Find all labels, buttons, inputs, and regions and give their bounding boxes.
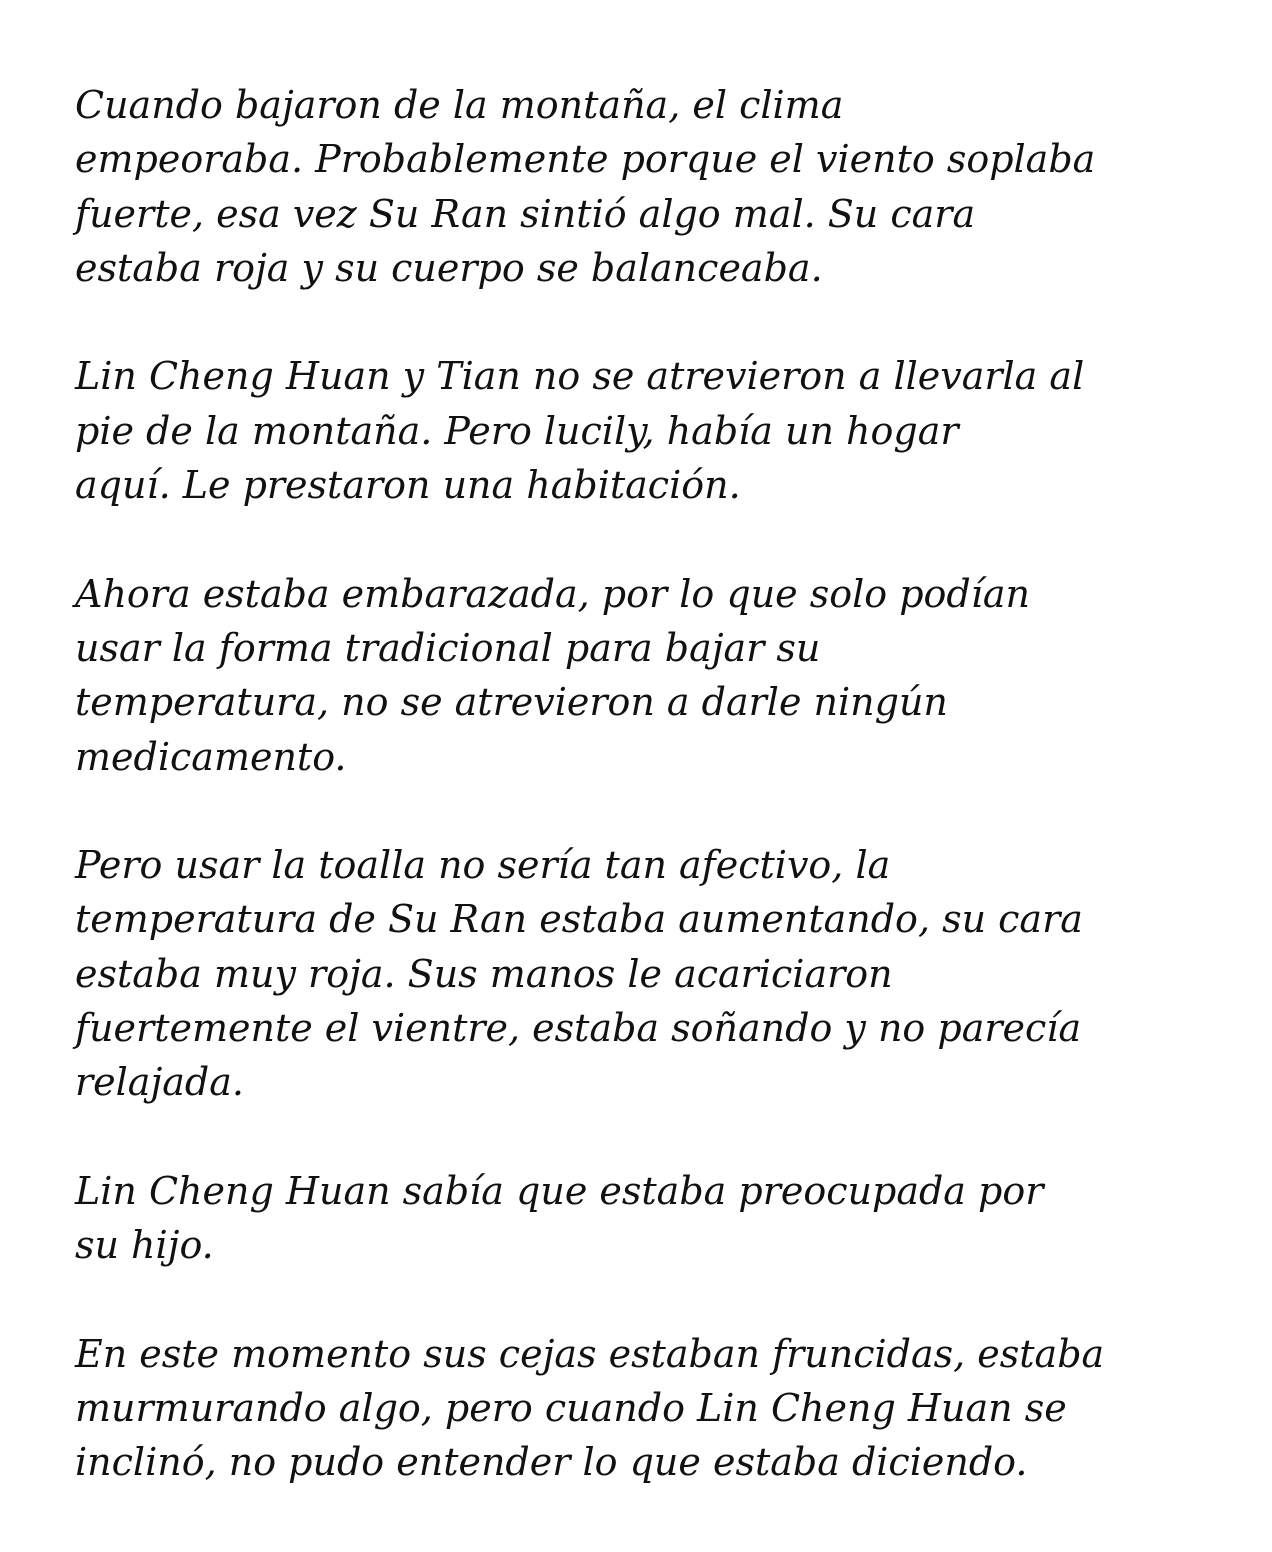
- text-line: fuertemente el vientre, estaba soñando y no parecía: [75, 1006, 1082, 1051]
- paragraph-1: [75, 78, 1225, 295]
- text-line: aquí. Le prestaron una habitación.: [75, 463, 741, 508]
- text-line: Lin Cheng Huan y Tian no se atrevieron a llevarla al: [75, 354, 1085, 399]
- paragraph-6: [75, 1327, 1225, 1490]
- text-line: temperatura de Su Ran estaba aumentando, su cara: [75, 897, 1083, 942]
- text-line: temperatura, no se atrevieron a darle ningún: [75, 680, 948, 725]
- paragraph-2: [75, 349, 1225, 512]
- text-line: medicamento.: [75, 734, 347, 779]
- text-line: pie de la montaña. Pero lucily, había un hogar: [75, 408, 959, 453]
- text-line: relajada.: [75, 1060, 244, 1105]
- text-line: fuerte, esa vez Su Ran sintió algo mal. Su cara: [75, 191, 976, 236]
- document-page: [75, 78, 1225, 1544]
- text-line: su hijo.: [75, 1223, 214, 1268]
- paragraph-4: [75, 838, 1225, 1109]
- paragraph-5: [75, 1164, 1225, 1273]
- text-line: Ahora estaba embarazada, por lo que solo podían: [75, 571, 1031, 616]
- paragraph-3: [75, 567, 1225, 784]
- text-line: Pero usar la toalla no sería tan afectivo, la: [75, 843, 891, 888]
- text-line: murmurando algo, pero cuando Lin Cheng Huan se: [75, 1386, 1067, 1431]
- text-line: Cuando bajaron de la montaña, el clima: [75, 83, 844, 127]
- text-line: En este momento sus cejas estaban fruncidas, estaba: [75, 1331, 1105, 1376]
- text-line: usar la forma tradicional para bajar su: [75, 625, 821, 670]
- text-line: estaba muy roja. Sus manos le acariciaron: [75, 951, 893, 996]
- text-line: estaba roja y su cuerpo se balanceaba.: [75, 245, 823, 290]
- text-line: empeoraba. Probablemente porque el viento soplaba: [75, 137, 1096, 182]
- text-line: Lin Cheng Huan sabía que estaba preocupada por: [75, 1168, 1044, 1213]
- text-line: inclinó, no pudo entender lo que estaba diciendo.: [75, 1440, 1028, 1485]
